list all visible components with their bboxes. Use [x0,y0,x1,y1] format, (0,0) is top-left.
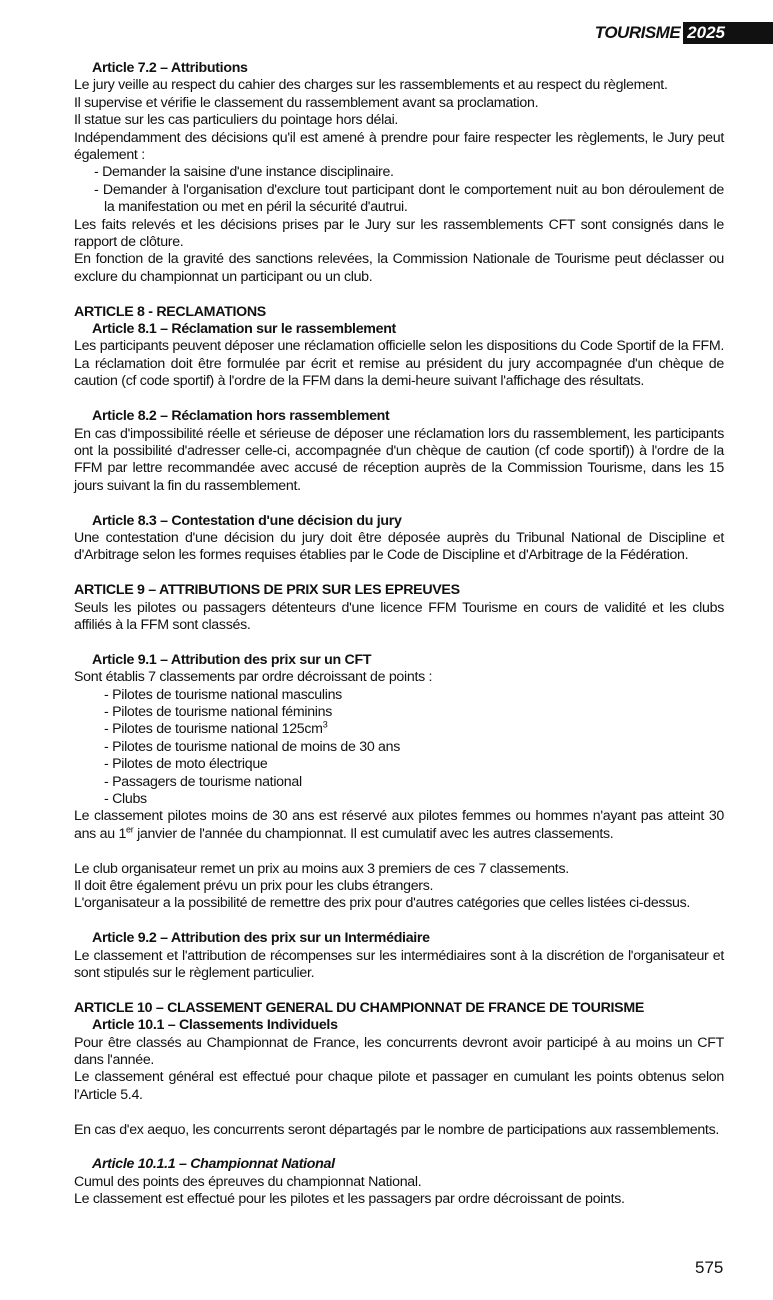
paragraph: Le classement général est effectué pour chaque pilote et passager en cumulant les points obtenus selon l'Article 5.4. [74,1069,724,1103]
paragraph: Cumul des points des épreuves du championnat National. [74,1173,422,1190]
paragraph: Le classement pilotes moins de 30 ans est réservé aux pilotes femmes ou hommes n'ayant pas atteint 30 ans au 1er janvier de l'année du championnat. Il est cumulatif avec les autres classements. [74,808,724,842]
paragraph: En cas d'ex aequo, les concurrents seront départagés par le nombre de participations aux rassemblements. [74,1121,720,1138]
paragraph: Le classement et l'attribution de récompenses sur les intermédiaires sont à la discrétion de l'organisateur et sont stipulés sur le règlement particulier. [74,947,724,982]
paragraph: Seuls les pilotes ou passagers détenteurs d'une licence FFM Tourisme en cours de validité et les clubs affiliés à la FFM sont classés. [74,599,724,633]
page-number: 575 [695,1258,724,1277]
paragraph: Pour être classés au Championnat de France, les concurrents devront avoir participé à au moins un CFT dans l'année. [74,1034,724,1069]
article-7-2-heading: Article 7.2 – Attributions [92,60,248,76]
paragraph: En fonction de la gravité des sanctions relevées, la Commission Nationale de Tourisme peut déclasser ou exclure du championnat un participant ou un club. [74,251,724,285]
paragraph: Le club organisateur remet un prix au moins aux 3 premiers de ces 7 classements. [74,860,569,877]
list-item: - Pilotes de tourisme national féminins [104,703,333,720]
running-header [595,22,773,44]
article-9-1-heading: Article 9.1 – Attribution des prix sur un CFT [92,651,372,668]
article-8-2-heading: Article 8.2 – Réclamation hors rassemblement [92,408,390,425]
paragraph: L'organisateur a la possibilité de remettre des prix pour d'autres catégories que celles listées ci-dessus. [74,895,691,912]
list-item: - Pilotes de moto électrique [104,756,268,773]
article-10-1-1-heading: Article 10.1.1 – Championnat National [92,1156,335,1173]
header-year-badge: 2025 [683,22,773,44]
paragraph: Les faits relevés et les décisions prises par le Jury sur les rassemblements CFT sont consignés dans le rapport de clôture. [74,216,724,251]
list-item: - Pilotes de tourisme national de moins de 30 ans [104,738,401,755]
paragraph: Le classement est effectué pour les pilotes et les passagers par ordre décroissant de points. [74,1191,625,1208]
list-item: - Pilotes de tourisme national masculins [104,686,342,703]
list-item: - Demander à l'organisation d'exclure tout participant dont le comportement nuit au bon déroulement de la manifestation ou met en péril la sécurité d'autrui. [94,181,724,216]
paragraph: Il doit être également prévu un prix pour les clubs étrangers. [74,878,434,894]
paragraph: Il statue sur les cas particuliers du pointage hors délai. [74,112,399,129]
article-8-heading: ARTICLE 8 - RECLAMATIONS [74,303,266,320]
list-item: - Clubs [104,790,147,807]
paragraph: Sont établis 7 classements par ordre décroissant de points : [74,669,433,686]
document-body [74,60,724,1209]
list-item: - Passagers de tourisme national [104,773,302,790]
paragraph: Une contestation d'une décision du jury doit être déposée auprès du Tribunal National de Discipline et d'Arbitrage selon les formes requises établies par le Code de Discipline et d'Arbitrage de la Fédération. [74,529,724,564]
article-9-2-heading: Article 9.2 – Attribution des prix sur un Intermédiaire [92,930,430,947]
paragraph: Le jury veille au respect du cahier des charges sur les rassemblements et au respect du règlement. [74,77,668,94]
paragraph: En cas d'impossibilité réelle et sérieuse de déposer une réclamation lors du rassemblement, les participants ont la possibilité d'adresser celle-ci, accompagnée d'un chèque de caution (cf code sportif)) à l'ordre de la FFM par lettre recommandée avec accusé de réception auprès de la Commission Tourisme, dans les 15 jours suivant la fin du rassemblement. [74,425,724,494]
paragraph: Il supervise et vérifie le classement du rassemblement avant sa proclamation. [74,94,539,111]
article-10-heading: ARTICLE 10 – CLASSEMENT GENERAL DU CHAMPIONNAT DE FRANCE DE TOURISME [74,999,645,1016]
article-9-heading: ARTICLE 9 – ATTRIBUTIONS DE PRIX SUR LES EPREUVES [74,582,460,599]
paragraph: Indépendamment des décisions qu'il est amené à prendre pour faire respecter les règlements, le Jury peut également : [74,129,724,164]
article-10-1-heading: Article 10.1 – Classements Individuels [92,1017,338,1034]
article-8-1-heading: Article 8.1 – Réclamation sur le rassemblement [92,321,396,338]
paragraph: Les participants peuvent déposer une réclamation officielle selon les dispositions du Code Sportif de la FFM. La réclamation doit être formulée par écrit et remise au président du jury accompagnée d'un chèque de caution (cf code sportif) à l'ordre de la FFM dans la demi-heure suivant l'affichage des résultats. [74,338,724,390]
list-item: - Demander la saisine d'une instance disciplinaire. [94,164,394,181]
list-item: - Pilotes de tourisme national $125cm^3$ [104,719,328,738]
article-8-3-heading: Article 8.3 – Contestation d'une décision du jury [92,512,402,529]
header-section-title: TOURISME [594,23,681,42]
